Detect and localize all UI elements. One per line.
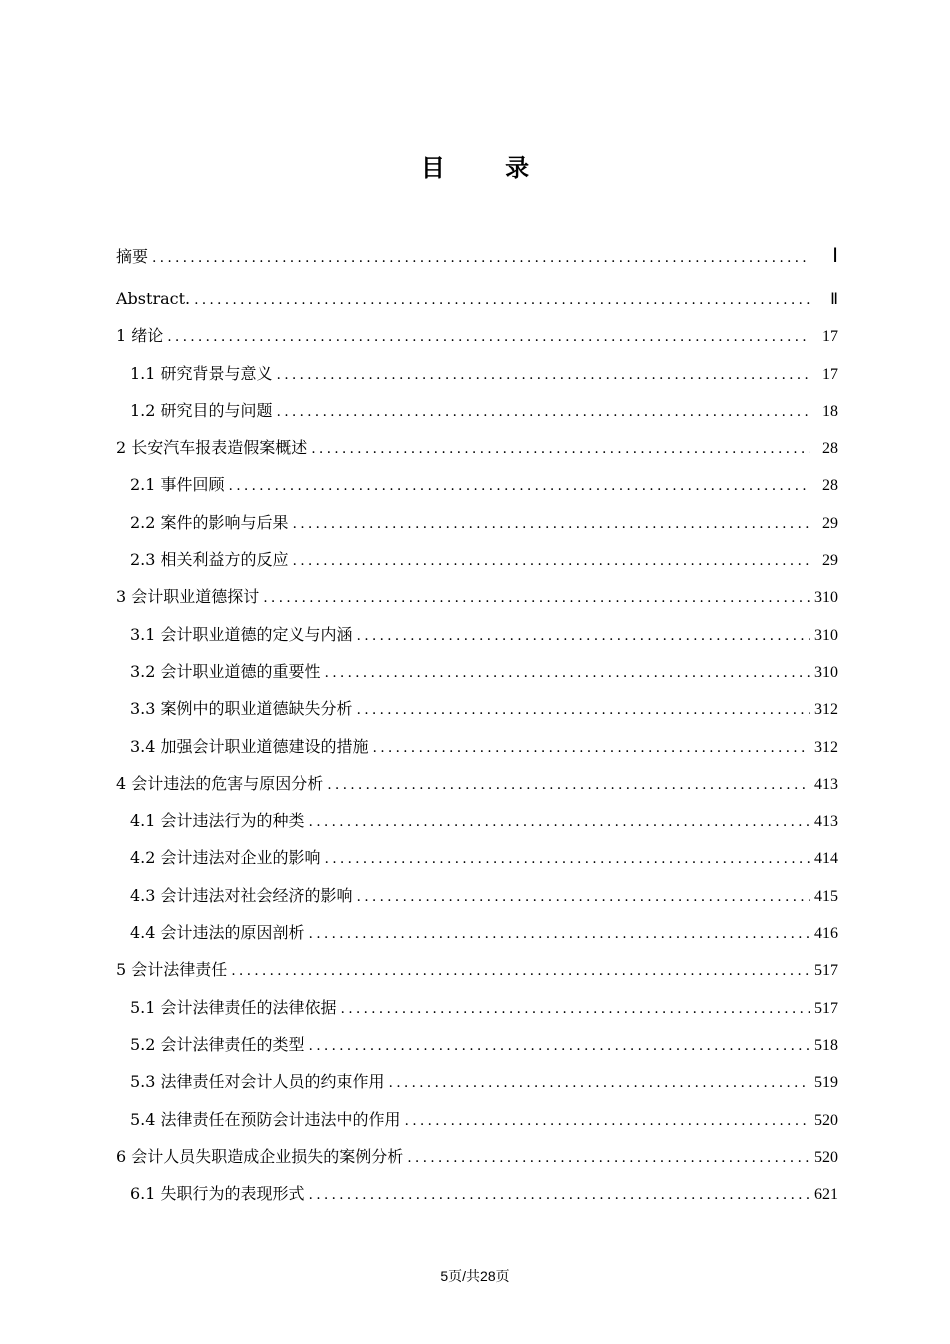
toc-entry-chapter-2[interactable] (116, 429, 838, 466)
toc-entry-label: 4.3 会计违法对社会经济的影响 (130, 885, 353, 905)
toc-entry-section-1-2[interactable] (116, 392, 838, 429)
toc-entry-section-3-4[interactable] (116, 728, 838, 765)
toc-leader-dots (341, 991, 810, 1028)
toc-entry-label: 1.2 研究目的与问题 (130, 400, 273, 420)
toc-entry-page: 310 (814, 663, 838, 681)
toc-entry-section-6-1[interactable] (116, 1175, 838, 1212)
toc-leader-dots (357, 618, 810, 655)
toc-entry-page: 621 (814, 1186, 838, 1204)
toc-entry-abstract-cn[interactable] (116, 236, 838, 280)
toc-entry-page: 310 (814, 589, 838, 607)
toc-entry-page: 28 (822, 440, 838, 458)
toc-entry-label: 5 会计法律责任 (116, 960, 228, 980)
toc-entry-label: 摘要 (116, 247, 149, 266)
toc-entry-page: 517 (814, 999, 838, 1017)
toc-entry-label: Abstract. (116, 289, 191, 308)
toc-leader-dots (277, 394, 810, 431)
page-footer: 5页/共28页 (440, 1268, 510, 1284)
toc-entry-page: 520 (814, 1148, 838, 1166)
toc-entry-page: 519 (814, 1074, 838, 1092)
toc-leader-dots (263, 580, 810, 617)
toc-entry-section-3-3[interactable] (116, 690, 838, 727)
toc-entry-section-2-1[interactable] (116, 466, 838, 503)
toc-entry-section-2-3[interactable] (116, 541, 838, 578)
toc-entry-label: 3.1 会计职业道德的定义与内涵 (130, 624, 353, 644)
toc-leader-dots (309, 916, 810, 953)
toc-leader-dots (357, 879, 810, 916)
toc-leader-dots (152, 238, 810, 278)
toc-entry-section-5-3[interactable] (116, 1063, 838, 1100)
toc-entry-page: 17 (822, 365, 838, 383)
toc-entry-label: 3 会计职业道德探讨 (116, 587, 260, 607)
toc-entry-page: 414 (814, 850, 838, 868)
toc-entry-section-2-2[interactable] (116, 504, 838, 541)
toc-entry-label: 6 会计人员失职造成企业损失的案例分析 (116, 1146, 404, 1166)
toc-entry-page: 520 (814, 1111, 838, 1129)
toc-leader-dots (373, 730, 810, 767)
toc-leader-dots (357, 692, 810, 729)
toc-entry-page: Ⅰ (832, 245, 838, 267)
toc-leader-dots (277, 357, 810, 394)
toc-entry-page: 416 (814, 925, 838, 943)
toc-entry-label: 5.3 法律责任对会计人员的约束作用 (130, 1072, 385, 1092)
toc-leader-dots (309, 1177, 810, 1214)
toc-entry-section-5-1[interactable] (116, 989, 838, 1026)
toc-leader-dots (389, 1065, 810, 1102)
toc-entry-label: 1 绪论 (116, 326, 164, 346)
toc-entry-chapter-3[interactable] (116, 578, 838, 615)
toc-entry-chapter-6[interactable] (116, 1138, 838, 1175)
toc-leader-dots (293, 543, 810, 580)
toc-entry-page: 415 (814, 887, 838, 905)
toc-leader-dots (325, 655, 810, 692)
toc-entry-page: 29 (822, 552, 838, 570)
toc-leader-dots (229, 468, 810, 505)
toc-entry-label: 2.2 案件的影响与后果 (130, 512, 289, 532)
toc-entry-chapter-1[interactable] (116, 317, 838, 354)
toc-entry-section-4-4[interactable] (116, 914, 838, 951)
toc-entry-label: 3.4 加强会计职业道德建设的措施 (130, 736, 369, 756)
toc-entry-page: 29 (822, 514, 838, 532)
toc-entry-page: 17 (822, 328, 838, 346)
toc-leader-dots (309, 804, 810, 841)
toc-leader-dots (327, 767, 810, 804)
toc-entry-label: 3.2 会计职业道德的重要性 (130, 661, 321, 681)
toc-leader-dots (231, 953, 810, 990)
toc-entry-section-5-4[interactable] (116, 1101, 838, 1138)
toc-leader-dots (407, 1140, 810, 1177)
toc-entry-section-5-2[interactable] (116, 1026, 838, 1063)
toc-entry-page: 518 (814, 1036, 838, 1054)
toc-entry-label: 1.1 研究背景与意义 (130, 363, 273, 383)
table-of-contents (116, 236, 838, 1212)
toc-entry-page: 18 (822, 402, 838, 420)
toc-entry-page: 310 (814, 626, 838, 644)
toc-entry-abstract-en[interactable] (116, 280, 838, 317)
toc-entry-label: 6.1 失职行为的表现形式 (130, 1184, 305, 1204)
toc-entry-page: 312 (814, 738, 838, 756)
toc-entry-label: 2 长安汽车报表造假案概述 (116, 438, 308, 458)
toc-entry-label: 4.4 会计违法的原因剖析 (130, 923, 305, 943)
toc-leader-dots (311, 431, 810, 468)
toc-entry-chapter-5[interactable] (116, 951, 838, 988)
toc-entry-section-3-2[interactable] (116, 653, 838, 690)
toc-entry-label: 4.2 会计违法对企业的影响 (130, 848, 321, 868)
toc-entry-page: 312 (814, 701, 838, 719)
toc-entry-page: 28 (822, 477, 838, 495)
toc-entry-chapter-4[interactable] (116, 765, 838, 802)
toc-entry-label: 2.1 事件回顾 (130, 475, 225, 495)
toc-entry-label: 5.4 法律责任在预防会计违法中的作用 (130, 1109, 401, 1129)
toc-entry-label: 5.2 会计法律责任的类型 (130, 1034, 305, 1054)
toc-entry-label: 2.3 相关利益方的反应 (130, 550, 289, 570)
toc-entry-label: 3.3 案例中的职业道德缺失分析 (130, 699, 353, 719)
toc-entry-section-4-3[interactable] (116, 877, 838, 914)
toc-entry-section-1-1[interactable] (116, 355, 838, 392)
toc-entry-page: Ⅱ (830, 291, 838, 308)
page-title: 目 录 (420, 154, 556, 182)
toc-entry-section-4-2[interactable] (116, 839, 838, 876)
toc-entry-section-3-1[interactable] (116, 616, 838, 653)
toc-entry-label: 5.1 会计法律责任的法律依据 (130, 997, 337, 1017)
toc-leader-dots (167, 319, 810, 356)
toc-entry-page: 517 (814, 962, 838, 980)
toc-leader-dots (405, 1103, 810, 1140)
toc-leader-dots (325, 841, 810, 878)
toc-entry-label: 4 会计违法的危害与原因分析 (116, 773, 324, 793)
toc-leader-dots (309, 1028, 810, 1065)
toc-entry-section-4-1[interactable] (116, 802, 838, 839)
toc-leader-dots (194, 282, 810, 319)
toc-leader-dots (293, 506, 810, 543)
toc-entry-page: 413 (814, 775, 838, 793)
toc-entry-label: 4.1 会计违法行为的种类 (130, 811, 305, 831)
toc-entry-page: 413 (814, 813, 838, 831)
